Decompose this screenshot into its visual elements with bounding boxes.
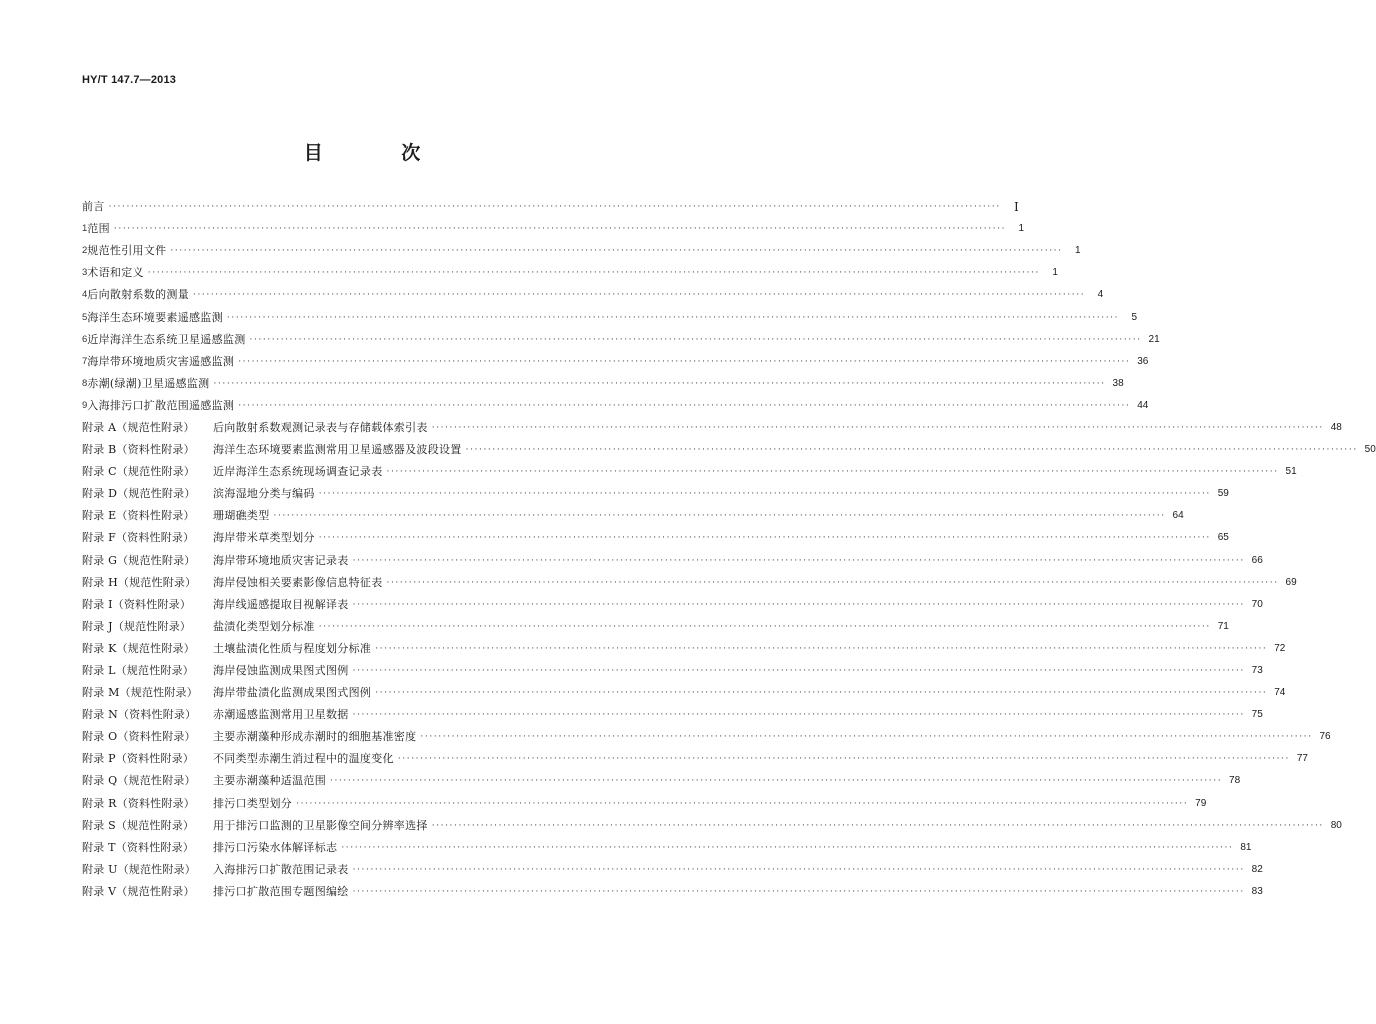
toc-leader-dots: ········································································································································································································ xyxy=(352,710,1245,721)
toc-entry-appendix-prefix: 附录 S（规范性附录） xyxy=(82,818,195,832)
toc-leader-dots: ········································································································································································································ xyxy=(238,400,1131,411)
toc-leader-dots: ········································································································································································································ xyxy=(318,489,1211,500)
toc-leader-dots: ········································································································································································································ xyxy=(386,467,1279,478)
toc-entry-page-number: 69 xyxy=(1285,576,1297,588)
toc-entry-number: 2 xyxy=(82,245,88,257)
toc-entry-label: 土壤盐渍化性质与程度划分标准 xyxy=(213,641,372,655)
toc-entry[interactable] xyxy=(82,572,1297,594)
toc-entry-page-number: 21 xyxy=(1148,333,1160,345)
toc-entry[interactable] xyxy=(82,306,1138,328)
toc-entry-number: 4 xyxy=(82,289,88,301)
toc-entry-number: 3 xyxy=(82,267,88,279)
toc-entry[interactable] xyxy=(82,682,1286,704)
toc-entry[interactable] xyxy=(82,240,1081,262)
toc-leader-dots: ········································································································································································································ xyxy=(213,378,1106,389)
toc-leader-dots: ········································································································································································································ xyxy=(397,754,1290,765)
toc-entry-number: 9 xyxy=(82,399,88,411)
toc-entry-label: 排污口污染水体解译标志 xyxy=(213,840,338,854)
toc-entry-appendix-prefix: 附录 N（资料性附录） xyxy=(82,708,197,722)
toc-entry-appendix-prefix: 附录 G（规范性附录） xyxy=(82,553,196,567)
toc-entry[interactable] xyxy=(82,329,1160,351)
toc-entry-label: 范围 xyxy=(87,222,110,236)
toc-entry[interactable] xyxy=(82,196,1019,218)
toc-leader-dots: ········································································································································································································ xyxy=(420,732,1313,743)
toc-entry-page-number: 78 xyxy=(1229,775,1241,787)
toc-entry-appendix-prefix: 附录 T（资料性附录） xyxy=(82,840,195,854)
toc-entry[interactable] xyxy=(82,461,1297,483)
toc-entry[interactable] xyxy=(82,660,1263,682)
toc-leader-dots: ········································································································································································································ xyxy=(238,356,1131,367)
toc-entry-appendix-prefix: 附录 R（资料性附录） xyxy=(82,796,195,810)
toc-entry-label: 海岸带盐渍化监测成果图式图例 xyxy=(213,686,372,700)
toc-entry-page-number: 72 xyxy=(1274,642,1286,654)
toc-entry-page-number: 73 xyxy=(1251,665,1263,677)
toc-entry-page-number: 65 xyxy=(1217,532,1229,544)
toc-entry-appendix-prefix: 附录 J（规范性附录） xyxy=(82,619,192,633)
toc-entry-label: 海洋生态环境要素遥感监测 xyxy=(87,310,223,324)
toc-entry-label: 海岸带环境地质灾害记录表 xyxy=(213,553,349,567)
toc-leader-dots: ········································································································································································································ xyxy=(330,776,1223,787)
toc-entry-page-number: 48 xyxy=(1330,421,1342,433)
toc-entry-label: 入海排污口扩散范围遥感监测 xyxy=(87,398,235,412)
toc-leader-dots: ········································································································································································································ xyxy=(431,820,1324,831)
toc-entry-appendix-prefix: 附录 V（规范性附录） xyxy=(82,884,195,898)
toc-entry-number: 1 xyxy=(82,223,88,235)
toc-entry-appendix-prefix: 附录 L（规范性附录） xyxy=(82,664,195,678)
toc-entry-page-number: 5 xyxy=(1131,311,1138,323)
toc-entry-page-number: 83 xyxy=(1251,885,1263,897)
toc-leader-dots: ········································································································································································································ xyxy=(352,555,1245,566)
toc-entry-appendix-prefix: 附录 D（规范性附录） xyxy=(82,487,196,501)
toc-leader-dots: ········································································································································································································ xyxy=(193,290,1086,301)
toc-entry[interactable] xyxy=(82,704,1263,726)
table-of-contents xyxy=(82,196,1376,903)
toc-entry-label: 主要赤潮藻种形成赤潮时的细胞基准密度 xyxy=(213,730,417,744)
toc-entry-page-number: 1 xyxy=(1075,245,1081,257)
toc-entry-label: 海岸侵蚀相关要素影像信息特征表 xyxy=(213,575,383,589)
page-title: 目 次 xyxy=(303,142,457,164)
toc-entry-label: 珊瑚礁类型 xyxy=(213,509,270,523)
toc-entry-page-number: 81 xyxy=(1240,841,1252,853)
toc-leader-dots: ········································································································································································································ xyxy=(341,842,1234,853)
toc-entry[interactable] xyxy=(82,550,1263,572)
toc-entry[interactable] xyxy=(82,351,1149,373)
toc-entry[interactable] xyxy=(82,837,1252,859)
toc-leader-dots: ········································································································································································································ xyxy=(375,688,1268,699)
toc-leader-dots: ········································································································································································································ xyxy=(147,268,1040,279)
toc-entry-page-number: 74 xyxy=(1274,687,1286,699)
toc-entry[interactable] xyxy=(82,770,1241,792)
toc-entry[interactable] xyxy=(82,859,1263,881)
toc-entry[interactable] xyxy=(82,262,1058,284)
toc-leader-dots: ········································································································································································································ xyxy=(113,224,1007,235)
toc-leader-dots: ········································································································································································································ xyxy=(249,334,1142,345)
toc-entry-label: 排污口扩散范围专题图编绘 xyxy=(213,884,349,898)
toc-entry-label: 排污口类型划分 xyxy=(213,796,293,810)
toc-leader-dots: ········································································································································································································ xyxy=(296,798,1189,809)
toc-entry-number: 8 xyxy=(82,377,88,389)
toc-entry[interactable] xyxy=(82,439,1376,461)
toc-entry[interactable] xyxy=(82,638,1286,660)
toc-entry-page-number: 70 xyxy=(1251,598,1263,610)
toc-leader-dots: ········································································································································································································ xyxy=(108,202,1001,213)
toc-entry-appendix-prefix: 附录 P（资料性附录） xyxy=(82,752,195,766)
toc-entry-appendix-prefix: 附录 U（规范性附录） xyxy=(82,862,196,876)
toc-leader-dots: ········································································································································································································ xyxy=(352,666,1245,677)
toc-entry-label: 赤潮遥感监测常用卫星数据 xyxy=(213,708,349,722)
toc-entry-label: 用于排污口监测的卫星影像空间分辨率选择 xyxy=(213,818,428,832)
toc-entry-appendix-prefix: 附录 A（规范性附录） xyxy=(82,420,195,434)
toc-entry-label: 海岸线遥感提取目视解译表 xyxy=(213,597,349,611)
toc-entry-page-number: 4 xyxy=(1097,289,1104,301)
toc-entry-appendix-prefix: 附录 E（资料性附录） xyxy=(82,509,195,523)
toc-entry-label: 海岸侵蚀监测成果图式图例 xyxy=(213,664,349,678)
toc-entry[interactable] xyxy=(82,395,1149,417)
toc-entry-page-number: 38 xyxy=(1112,377,1124,389)
toc-leader-dots: ········································································································································································································ xyxy=(352,599,1245,610)
toc-entry-appendix-prefix: 附录 M（规范性附录） xyxy=(82,686,198,700)
toc-entry-appendix-prefix: 附录 C（规范性附录） xyxy=(82,465,196,479)
toc-entry-page-number: 1 xyxy=(1052,267,1058,279)
toc-entry-page-number: 75 xyxy=(1251,709,1263,721)
toc-leader-dots: ········································································································································································································ xyxy=(318,621,1211,632)
toc-leader-dots: ········································································································································································································ xyxy=(273,511,1166,522)
toc-entry-page-number: Ⅰ xyxy=(1014,200,1019,215)
toc-entry[interactable] xyxy=(82,527,1229,549)
toc-entry-label: 后向散射系数的测量 xyxy=(87,288,189,302)
toc-entry[interactable] xyxy=(82,373,1124,395)
toc-entry-label: 近岸海洋生态系统现场调查记录表 xyxy=(213,465,383,479)
toc-entry-label: 术语和定义 xyxy=(87,266,144,280)
toc-entry[interactable] xyxy=(82,594,1263,616)
toc-entry[interactable] xyxy=(82,483,1229,505)
toc-entry[interactable] xyxy=(82,505,1184,527)
toc-entry-label: 后向散射系数观测记录表与存储载体索引表 xyxy=(213,420,428,434)
toc-entry[interactable] xyxy=(82,417,1342,439)
toc-entry-page-number: 51 xyxy=(1285,466,1297,478)
toc-entry-appendix-prefix: 附录 Q（规范性附录） xyxy=(82,774,196,788)
toc-entry[interactable] xyxy=(82,616,1229,638)
toc-leader-dots: ········································································································································································································ xyxy=(431,422,1324,433)
toc-leader-dots: ········································································································································································································ xyxy=(170,246,1063,257)
toc-entry-label: 海洋生态环境要素监测常用卫星遥感器及波段设置 xyxy=(213,443,462,457)
toc-entry-page-number: 66 xyxy=(1251,554,1263,566)
toc-entry[interactable] xyxy=(82,748,1308,770)
toc-leader-dots: ········································································································································································································ xyxy=(375,643,1268,654)
toc-entry-page-number: 71 xyxy=(1217,620,1229,632)
toc-entry[interactable] xyxy=(82,726,1331,748)
toc-entry-label: 近岸海洋生态系统卫星遥感监测 xyxy=(87,332,246,346)
toc-entry-label: 主要赤潮藻种适温范围 xyxy=(213,774,326,788)
toc-entry-label: 赤潮(绿潮)卫星遥感监测 xyxy=(87,376,210,390)
toc-entry-page-number: 82 xyxy=(1251,863,1263,875)
toc-entry-page-number: 79 xyxy=(1195,797,1207,809)
toc-entry-label: 不同类型赤潮生消过程中的温度变化 xyxy=(213,752,394,766)
toc-entry-label: 盐渍化类型划分标准 xyxy=(213,619,315,633)
toc-entry-label: 海岸带环境地质灾害遥感监测 xyxy=(87,354,235,368)
toc-entry-appendix-prefix: 附录 O（资料性附录） xyxy=(82,730,196,744)
toc-entry-page-number: 80 xyxy=(1330,819,1342,831)
toc-entry-page-number: 76 xyxy=(1319,731,1331,743)
toc-entry[interactable] xyxy=(82,815,1342,837)
toc-entry-page-number: 36 xyxy=(1137,355,1149,367)
toc-entry-appendix-prefix: 附录 H（规范性附录） xyxy=(82,575,197,589)
toc-entry[interactable] xyxy=(82,881,1263,903)
toc-entry-page-number: 64 xyxy=(1172,510,1184,522)
toc-entry-label: 入海排污口扩散范围记录表 xyxy=(213,862,349,876)
toc-leader-dots: ········································································································································································································ xyxy=(318,533,1211,544)
toc-leader-dots: ········································································································································································································ xyxy=(352,886,1245,897)
toc-entry[interactable] xyxy=(82,793,1207,815)
toc-entry-page-number: 77 xyxy=(1296,753,1308,765)
toc-entry-appendix-prefix: 附录 B（资料性附录） xyxy=(82,443,195,457)
toc-entry-label: 滨海湿地分类与编码 xyxy=(213,487,315,501)
toc-entry-page-number: 59 xyxy=(1217,488,1229,500)
toc-entry-page-number: 44 xyxy=(1137,399,1149,411)
standard-code: HY/T 147.7—2013 xyxy=(82,74,177,86)
toc-leader-dots: ········································································································································································································ xyxy=(352,864,1245,875)
toc-leader-dots: ········································································································································································································ xyxy=(226,312,1120,323)
toc-entry-appendix-prefix: 附录 F（资料性附录） xyxy=(82,531,195,545)
toc-entry-number: 5 xyxy=(82,311,88,323)
toc-entry-appendix-prefix: 附录 K（规范性附录） xyxy=(82,641,195,655)
toc-entry-page-number: 1 xyxy=(1018,223,1025,235)
toc-entry[interactable] xyxy=(82,284,1104,306)
toc-entry-number: 6 xyxy=(82,333,88,345)
toc-entry-label: 海岸带米草类型划分 xyxy=(213,531,315,545)
toc-entry-appendix-prefix: 附录 I（资料性附录） xyxy=(82,597,192,611)
toc-entry-label: 前言 xyxy=(82,200,105,214)
toc-leader-dots: ········································································································································································································ xyxy=(386,577,1279,588)
toc-leader-dots: ········································································································································································································ xyxy=(465,445,1358,456)
toc-entry-label: 规范性引用文件 xyxy=(87,244,167,258)
toc-entry-number: 7 xyxy=(82,355,88,367)
toc-entry-page-number: 50 xyxy=(1364,444,1376,456)
toc-entry[interactable] xyxy=(82,218,1025,240)
